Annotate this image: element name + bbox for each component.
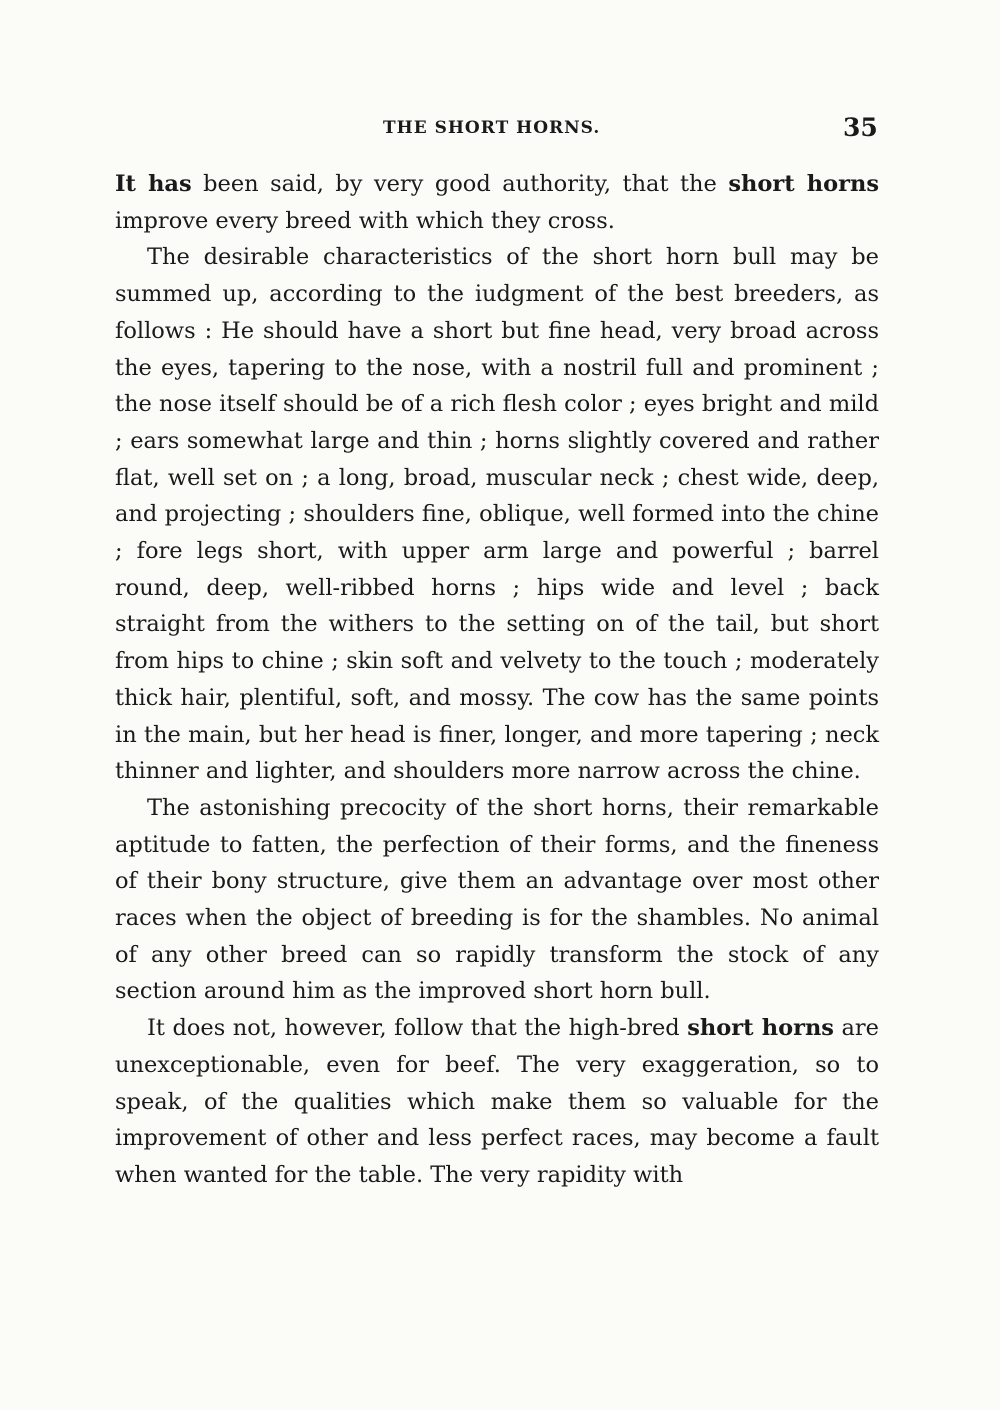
paragraph-4 (115, 1010, 879, 1194)
paragraph-4-text-a: It does not, however, follow that the high-bred (147, 1015, 688, 1042)
paragraph-1-text-a: been said, by very good authority, that the (191, 171, 729, 197)
paragraph-4-text-c: are unexceptionable, even for beef. The very exaggeration, so to speak, of the qualities which make them so valuable for the improvement of other and less perfect races, may become a fault when wanted for the table. The very rapidity with (115, 1015, 879, 1188)
paragraph-2: The desirable characteristics of the short horn bull may be summed up, according to the iudgment of the best breeders, as follows : He should have a short but fine head, very broad across the eyes, tapering to the nose, with a nostril full and prominent ; the nose itself should be of a rich flesh color ; eyes bright and mild ; ears somewhat large and thin ; horns slightly covered and rather flat, well set on ; a long, broad, muscular neck ; chest wide, deep, and projecting ; shoulders fine, oblique, well formed into the chine ; fore legs short, with upper arm large and powerful ; barrel round, deep, well-ribbed horns ; hips wide and level ; back straight from the withers to the setting on of the tail, but short from hips to chine ; skin soft and velvety to the touch ; moderately thick hair, plentiful, soft, and mossy. The cow has the same points in the main, but her head is finer, longer, and more tapering ; neck thinner and lighter, and shoulders more narrow across the chine. (115, 244, 879, 785)
paragraph-4-bold-term: short horns (687, 1015, 834, 1042)
paragraph-1 (115, 166, 879, 239)
running-title: THE SHORT HORNS. (383, 118, 601, 138)
body-text (115, 166, 879, 1194)
paragraph-3: The astonishing precocity of the short horns, their remarkable aptitude to fatten, the perfection of their forms, and the fineness of their bony structure, give them an advantage over most other races when the object of breeding is for the shambles. No animal of any other breed can so rapidly transform the stock of any section around him as the improved short horn bull. (115, 794, 879, 1005)
paragraph-1-bold-term: short horns (728, 171, 879, 197)
paragraph-1-text-c: improve every breed with which they cross. (115, 207, 615, 234)
paragraph-1-lead: It has (115, 171, 192, 197)
page-number: 35 (843, 113, 878, 142)
